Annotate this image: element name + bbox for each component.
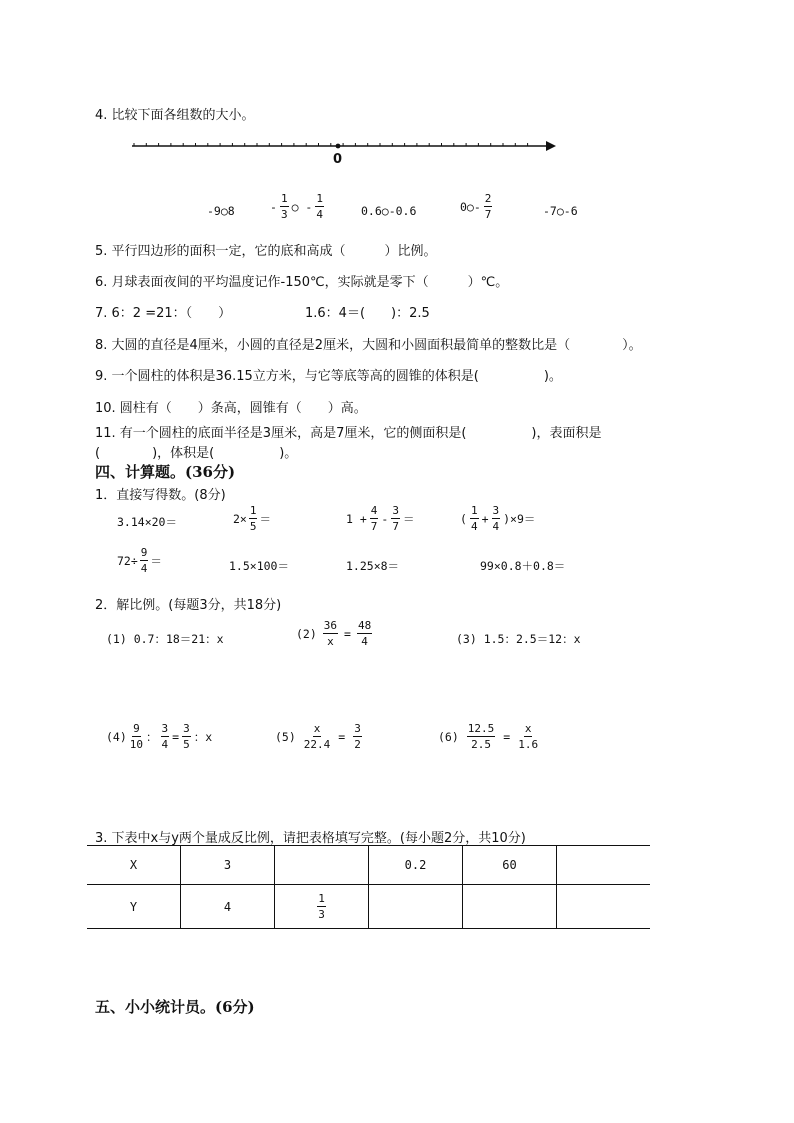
q9: 9. 一个圆柱的体积是36.15立方米，与它等底等高的圆锥的体积是( )。	[95, 369, 562, 384]
fraction: $\frac{36}{x}$	[323, 619, 338, 648]
table-cell: 4	[181, 885, 275, 929]
solve-5: (5) $\frac{x}{22.4}$ = $\frac{3}{2}$	[275, 722, 361, 751]
solve-2: (2) $\frac{36}{x}$ = $\frac{48}{4}$	[296, 619, 372, 648]
calc-8: 99×0.8＋0.8＝	[480, 559, 566, 573]
table-cell	[463, 885, 557, 929]
calc-7: 1.25×8＝	[346, 559, 400, 573]
table-cell	[557, 885, 651, 929]
fraction: $\frac{3}{2}$	[354, 722, 361, 751]
fraction: $\frac{3}{7}$	[392, 504, 399, 533]
compare-c: 0.6○-0.6	[361, 204, 417, 218]
fraction: $\frac{1}{3}$	[280, 192, 288, 221]
solve-3: (3) 1.5：2.5＝12：x	[456, 632, 581, 646]
fraction: $\frac{9}{10}$	[129, 722, 144, 751]
inverse-proportion-table	[87, 845, 650, 929]
q5: 5. 平行四边形的面积一定，它的底和高成（ ）比例。	[95, 244, 437, 259]
q7-b: 1.6：4＝( )：2.5	[305, 306, 430, 321]
compare-a: -9○8	[207, 204, 235, 218]
solve-4: (4) $\frac{9}{10}$ ： $\frac{3}{4}$ = $\frac{3}{5}$ ：x	[106, 722, 213, 751]
compare-b: - $\frac{1}{3}$ ○ - $\frac{1}{4}$	[270, 192, 323, 221]
q4-title: 4. 比较下面各组数的大小。	[95, 108, 255, 123]
calc-1: 3.14×20＝	[117, 515, 177, 529]
table-cell	[369, 885, 463, 929]
q11-line2: ( )，体积是( )。	[95, 446, 298, 461]
table-cell: X	[87, 846, 181, 885]
fraction: $\frac{2}{7}$	[484, 192, 492, 221]
table-row	[87, 846, 650, 885]
fraction: $\frac{x}{1.6}$	[518, 722, 539, 751]
fraction: $\frac{3}{5}$	[183, 722, 190, 751]
fraction: $\frac{48}{4}$	[357, 619, 372, 648]
table-cell: 0.2	[369, 846, 463, 885]
calc-5: 72÷ $\frac{9}{4}$ ＝	[117, 546, 162, 575]
q7-a: 7. 6：2 =21：（ ）	[95, 306, 232, 321]
fraction: $\frac{1}{5}$	[249, 504, 257, 533]
fraction: $\frac{3}{4}$	[492, 504, 500, 533]
table-row	[87, 885, 650, 929]
solve-1: (1) 0.7：18＝21：x	[106, 632, 224, 646]
part1-title: 1．直接写得数。(8分)	[95, 488, 226, 503]
fraction: $\frac{4}{7}$	[370, 504, 378, 533]
calc-2: 2× $\frac{1}{5}$ ＝	[233, 504, 271, 533]
calc-4: ( $\frac{1}{4}$ + $\frac{3}{4}$ )×9＝	[460, 504, 536, 533]
fraction: $\frac{1}{3}$	[318, 892, 325, 921]
table-cell	[557, 846, 651, 885]
number-line-zero: 0	[333, 152, 343, 167]
compare-e: -7○-6	[543, 204, 578, 218]
fraction: $\frac{x}{22.4}$	[303, 722, 331, 751]
part2-title: 2．解比例。(每题3分，共18分)	[95, 598, 282, 613]
compare-d: 0○- $\frac{2}{7}$	[460, 192, 492, 221]
table-cell	[275, 846, 369, 885]
fraction: $\frac{3}{4}$	[161, 722, 169, 751]
section4-title: 四、计算题。(36分)	[95, 463, 236, 481]
fraction: $\frac{9}{4}$	[140, 546, 148, 575]
solve-6: (6) $\frac{12.5}{2.5}$ = $\frac{x}{1.6}$	[438, 722, 539, 751]
table-cell: 60	[463, 846, 557, 885]
calc-3: 1 + $\frac{4}{7}$ - $\frac{3}{7}$ ＝	[346, 504, 415, 533]
calc-6: 1.5×100＝	[229, 559, 289, 573]
q6: 6. 月球表面夜间的平均温度记作-150℃，实际就是零下（ ）℃。	[95, 275, 509, 290]
fraction: $\frac{12.5}{2.5}$	[467, 722, 495, 751]
fraction: $\frac{1}{4}$	[470, 504, 478, 533]
q10: 10. 圆柱有（ ）条高，圆锥有（ ）高。	[95, 401, 367, 416]
number-line	[128, 136, 560, 156]
table-cell: Y	[87, 885, 181, 929]
table-cell: 3	[181, 846, 275, 885]
part3-title: 3. 下表中x与y两个量成反比例，请把表格填写完整。(每小题2分，共10分)	[95, 831, 526, 846]
q11-line1: 11. 有一个圆柱的底面半径是3厘米，高是7厘米，它的侧面积是( )，表面积是	[95, 426, 602, 441]
q8: 8. 大圆的直径是4厘米，小圆的直径是2厘米，大圆和小圆面积最简单的整数比是（ ）。	[95, 338, 642, 353]
table-cell	[275, 885, 369, 929]
section5-title: 五、小小统计员。(6分)	[95, 998, 255, 1016]
fraction: $\frac{1}{4}$	[316, 192, 323, 221]
